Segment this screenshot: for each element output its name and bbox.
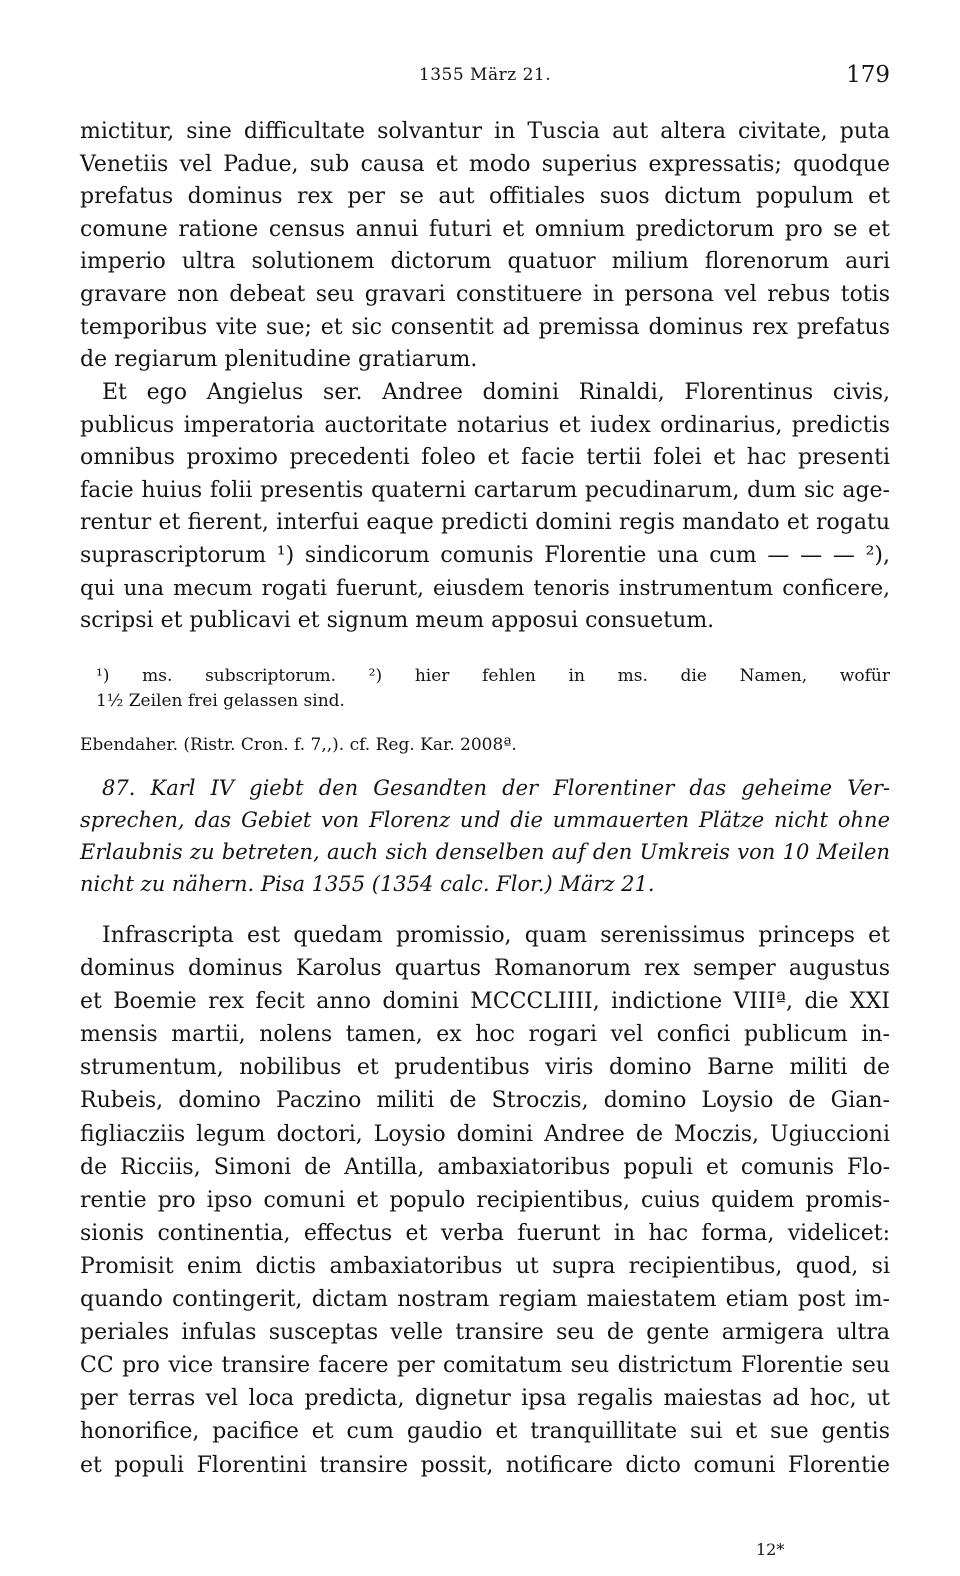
text-line: Et ego Angielus ser. Andree domini Rinaldi, Florentinus civis, [102, 380, 890, 405]
text-line: CC pro vice transire facere per comitatum seu districtum Florentie seu [80, 1353, 890, 1379]
promise-paragraph [80, 919, 890, 1482]
text-line: de Ricciis, Simoni de Antilla, ambaxiatoribus populi et comunis Flo- [80, 1154, 890, 1180]
text-line: de regiarum plenitudine gratiarum. [80, 347, 478, 373]
footnotes [96, 664, 890, 714]
text-line: strumentum, nobilibus et prudentibus viris domino Barne militi de [80, 1055, 890, 1081]
text-line: periales infulas susceptas velle transire seu de gente armigera ultra [80, 1320, 890, 1346]
text-line: gravare non debeat seu gravari constituere in persona vel rebus totis [80, 281, 890, 307]
running-head [80, 62, 890, 92]
source-note [80, 735, 890, 755]
signature-mark: 12* [756, 1540, 785, 1559]
heading-line: 87. Karl IV giebt den Gesandten der Florentiner das geheime Ver- [102, 776, 890, 800]
text-line: imperio ultra solutionem dictorum quatuor milium florenorum auri [80, 249, 890, 275]
text-line: comune ratione census annui futuri et omnium predictorum pro se et [80, 216, 890, 242]
page-number: 179 [846, 62, 890, 88]
text-line: prefatus dominus rex per se aut offitiales suos dictum populum et [80, 184, 890, 210]
text-line: omnibus proximo precedenti foleo et facie tertii folei et hac presenti [80, 445, 890, 471]
text-line: facie huius folii presentis quaterni cartarum pecudinarum, dum sic age- [80, 477, 890, 503]
text-line: temporibus vite sue; et sic consentit ad premissa dominus rex prefatus [80, 314, 890, 340]
text-line: publicus imperatoria auctoritate notarius et iudex ordinarius, predictis [80, 412, 890, 438]
text-line: dominus dominus Karolus quartus Romanorum rex semper augustus [80, 956, 890, 982]
source-note-text: Ebendaher. (Ristr. Cron. f. 7,,). cf. Reg. Kar. 2008ª. [80, 735, 517, 755]
text-line: suprascriptorum ¹) sindicorum comunis Florentie una cum — — — ²), [80, 542, 890, 568]
text-line: Infrascripta est quedam promissio, quam serenissimus princeps et [102, 923, 890, 948]
text-line: mensis martii, nolens tamen, ex hoc rogari vel confici publicum in- [80, 1022, 890, 1048]
text-line: rentur et fierent, interfui eaque predicti domini regis mandato et rogatu [80, 510, 890, 536]
paragraph-continuation [80, 116, 890, 377]
heading-line: sprechen, das Gebiet von Florenz und die ummauerten Plätze nicht ohne [80, 808, 890, 832]
text-line: sionis continentia, effectus et verba fuerunt in hac forma, videlicet: [80, 1220, 890, 1246]
text-line: honorifice, pacifice et cum gaudio et tranquillitate sui et sue gentis [80, 1419, 890, 1445]
text-line: rentie pro ipso comuni et populo recipientibus, cuius quidem promis- [80, 1187, 890, 1213]
text-line: figliacziis legum doctori, Loysio domini Andree de Moczis, Ugiuccioni [80, 1121, 890, 1147]
notary-paragraph [80, 377, 890, 638]
text-line: quando contingerit, dictam nostram regiam maiestatem etiam post im- [80, 1287, 890, 1313]
text-line: Venetiis vel Padue, sub causa et modo superius expressatis; quodque [80, 151, 890, 177]
text-line: et populi Florentini transire possit, notificare dicto comuni Florentie [80, 1452, 890, 1478]
text-line: Promisit enim dictis ambaxiatoribus ut supra recipientibus, quod, si [80, 1253, 890, 1279]
heading-line: nicht zu nähern. Pisa 1355 (1354 calc. Flor.) März 21. [80, 872, 655, 896]
text-line: per terras vel loca predicta, dignetur ipsa regalis maiestas ad hoc, ut [80, 1386, 890, 1412]
footnote-line: 1½ Zeilen frei gelassen sind. [96, 691, 345, 711]
text-line: et Boemie rex fecit anno domini MCCCLIIII, indictione VIIIª, die XXI [80, 989, 890, 1015]
document-heading [80, 772, 890, 900]
footnote-line: ¹) ms. subscriptorum. ²) hier fehlen in ms. die Namen, wofür [96, 666, 890, 686]
text-line: Rubeis, domino Paczino militi de Stroczis, domino Loysio de Gian- [80, 1088, 890, 1114]
text-line: scripsi et publicavi et signum meum apposui consuetum. [80, 608, 715, 634]
text-line: qui una mecum rogati fuerunt, eiusdem tenoris instrumentum conficere, [80, 575, 890, 601]
heading-line: Erlaubnis zu betreten, auch sich denselben auf den Umkreis von 10 Meilen [80, 840, 890, 864]
text-line: mictitur, sine difficultate solvantur in Tuscia aut altera civitate, puta [80, 119, 890, 144]
running-title: 1355 März 21. [418, 65, 552, 85]
